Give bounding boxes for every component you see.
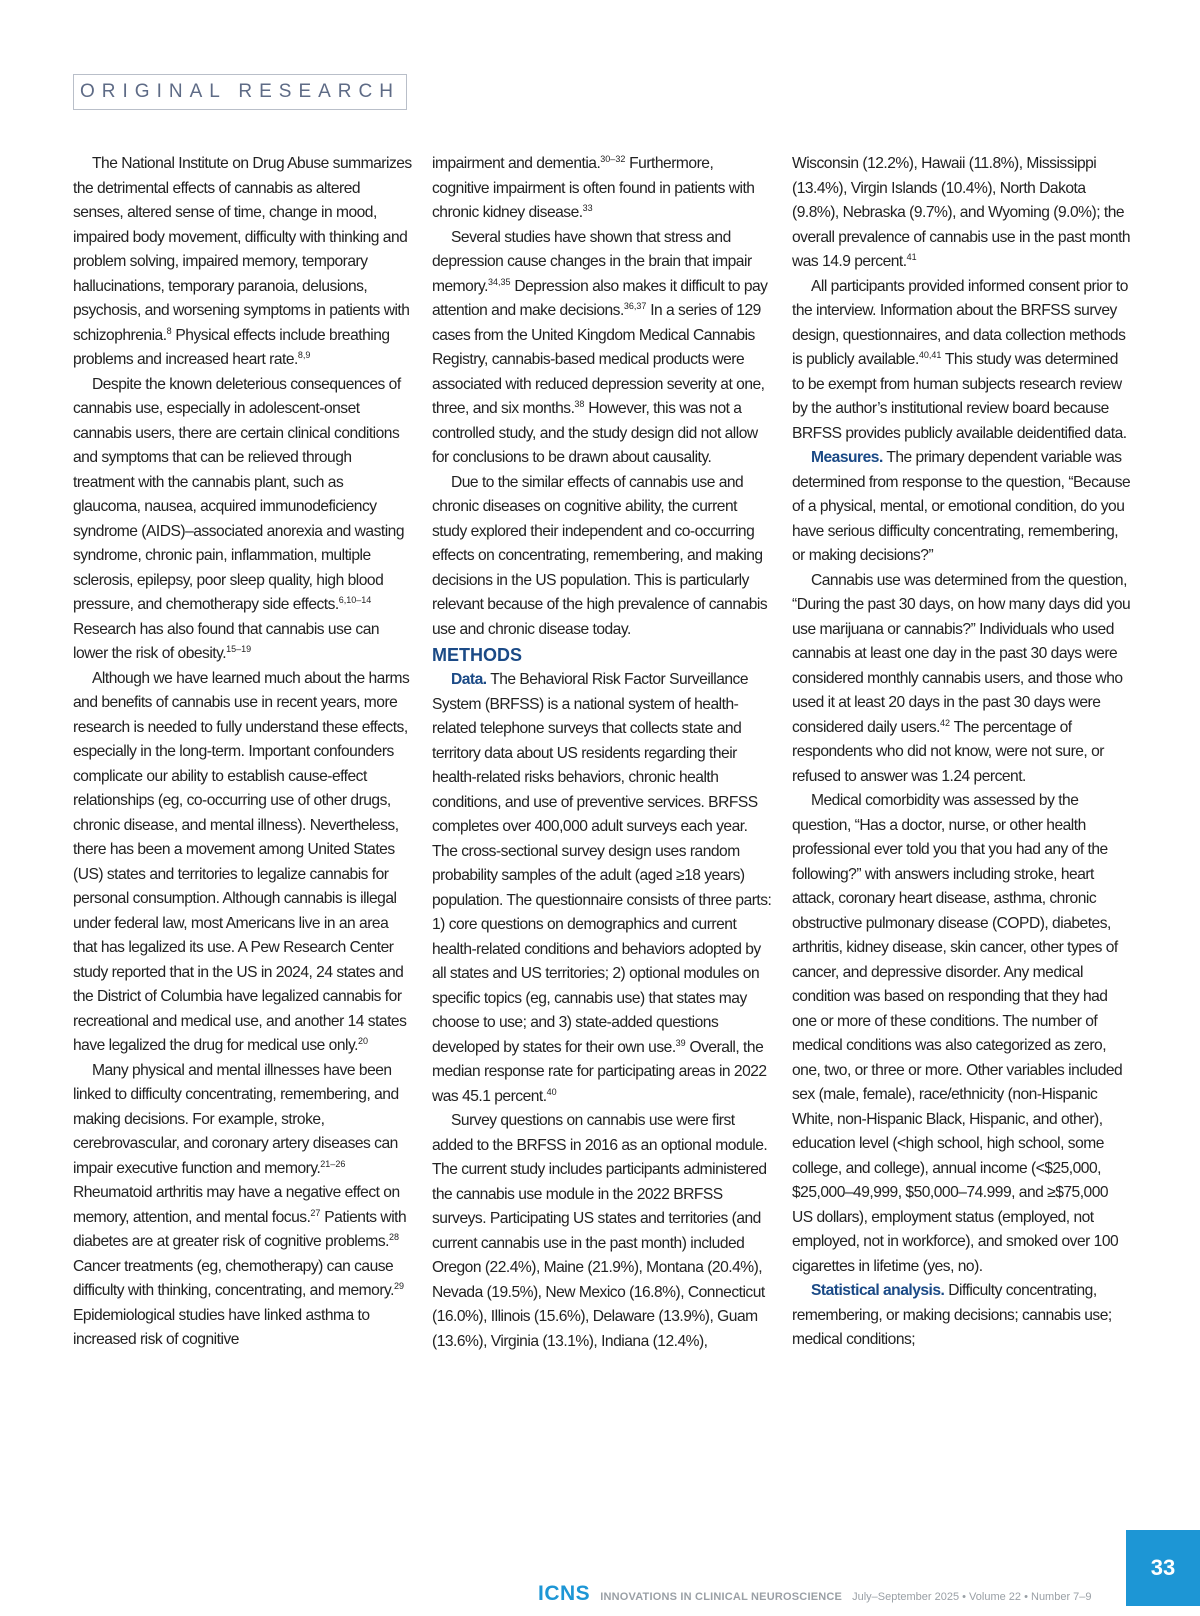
citation: 6,10–14 bbox=[338, 594, 372, 605]
paragraph: Wisconsin (12.2%), Hawaii (11.8%), Mississippi (13.4%), Virgin Islands (10.4%), North Dakota (9.8%), Nebraska (9.7%), and Wyoming (9.0%); the overall prevalence of cannabis use in the past month was 14.9 percent.$^{41}$ bbox=[792, 155, 1131, 270]
citation: 40 bbox=[546, 1086, 557, 1097]
citation: 36,37 bbox=[623, 300, 647, 311]
section-label: ORIGINAL RESEARCH bbox=[73, 74, 407, 110]
run-in-heading: Measures. bbox=[811, 449, 883, 466]
paragraph: All participants provided informed consent prior to the interview. Information about the BRFSS survey design, questionnaires, and data collection methods is publicly available.$^{40,41}$ This study was determined to be exempt from human subjects research review by the author’s institutional review board because BRFSS provides publicly available deidentified data. bbox=[792, 277, 1128, 442]
citation: 8,9 bbox=[297, 349, 311, 360]
paragraph: Many physical and mental illnesses have been linked to difficulty concentrating, remembering, and making decisions. For example, stroke, cerebrovascular, and coronary artery diseases can impair executive function and memory.$^{21-26}$ Rheumatoid arthritis may have a negative effect on memory, attention, and mental focus.$^{27}$ Patients with diabetes are at greater risk of cognitive problems.$^{28}$ Cancer treatments (eg, chemotherapy) can cause difficulty with thinking, concentrating, and memory.$^{29}$ Epidemiological studies have linked asthma to increased risk of cognitive bbox=[73, 1061, 407, 1348]
paragraph: Although we have learned much about the harms and benefits of cannabis use in recent years, more research is needed to fully understand these effects, especially in the long-term. Important confounders complicate our ability to establish cause-effect relationships (eg, co-occurring use of other drugs, chronic disease, and mental illness). Nevertheless, there has been a movement among United States (US) states and territories to legalize cannabis for personal consumption. Although cannabis is illegal under federal law, most Americans live in an area that has legalized its use. A Pew Research Center study reported that in the US in 2024, 24 states and the District of Columbia have legalized cannabis for recreational and medical use, and another 14 states have legalized the drug for medical use only.$^{20}$ bbox=[73, 669, 410, 1054]
citation: 42 bbox=[940, 717, 951, 728]
journal-logo: ICNS bbox=[538, 1582, 591, 1605]
issue-info: July–September 2025 • Volume 22 • Number 7–9 bbox=[852, 1591, 1092, 1603]
citation: 8 bbox=[166, 325, 172, 336]
text-column-3 bbox=[792, 152, 1132, 1353]
citation: 21–26 bbox=[320, 1158, 346, 1169]
page-number: 33 bbox=[1126, 1530, 1200, 1606]
paragraph: Despite the known deleterious consequences of cannabis use, especially in adolescent-onset cannabis users, there are certain clinical conditions and symptoms that can be relieved through treatment with the cannabis plant, such as glaucoma, nausea, acquired immunodeficiency syndrome (AIDS)–associated anorexia and wasting syndrome, chronic pain, inflammation, multiple sclerosis, epilepsy, poor sleep quality, high blood pressure, and chemotherapy side effects.$^{6,10-14}$ Research has also found that cannabis use can lower the risk of obesity.$^{15-19}$ bbox=[73, 375, 405, 662]
paragraph: impairment and dementia.$^{30-32}$ Furthermore, cognitive impairment is often found in patients with chronic kidney disease.$^{33}$ bbox=[432, 153, 755, 221]
paragraph: Due to the similar effects of cannabis use and chronic diseases on cognitive ability, the current study explored their independent and co-occurring effects on concentrating, remembering, and making decisions in the US population. This is particularly relevant because of the high prevalence of cannabis use and chronic disease today. bbox=[432, 473, 768, 638]
paragraph: Data. The Behavioral Risk Factor Surveillance System (BRFSS) is a national system of health-related telephone surveys that collects state and territory data about US residents regarding their health-related risks behaviors, chronic health conditions, and use of preventive services. BRFSS completes over 400,000 adult surveys each year. The cross-sectional survey design uses random probability samples of the adult (aged ≥18 years) population. The questionnaire consists of three parts: 1) core questions on demographics and current health-related conditions and behaviors adopted by all states and US territories; 2) optional modules on specific topics (eg, cannabis use) that states may choose to use; and 3) state-added questions developed by states for their own use.$^{39}$ Overall, the median response rate for participating areas in 2022 was 45.1 percent.$^{40}$ bbox=[432, 671, 772, 1105]
citation: 29 bbox=[393, 1280, 404, 1291]
citation: 38 bbox=[574, 398, 585, 409]
section-heading-methods: METHODS bbox=[432, 645, 522, 665]
citation: 33 bbox=[582, 202, 593, 213]
text-column-1 bbox=[73, 152, 413, 1353]
run-in-heading: Data. bbox=[451, 671, 487, 688]
page-footer bbox=[538, 1582, 1092, 1616]
citation: 15–19 bbox=[226, 643, 252, 654]
citation: 20 bbox=[357, 1035, 368, 1046]
paragraph: Medical comorbidity was assessed by the question, “Has a doctor, nurse, or other health professional ever told you that you had any of the following?” with answers including stroke, heart attack, coronary heart disease, asthma, chronic obstructive pulmonary disease (COPD), diabetes, arthritis, kidney disease, skin cancer, other types of cancer, and depressive disorder. Any medical condition was based on responding that they had one or more of these conditions. The number of medical conditions was also categorized as zero, one, two, or three or more. Other variables included sex (male, female), race/ethnicity (non-Hispanic White, non-Hispanic Black, Hispanic, and other), education level (<high school, high school, some college, and college), annual income (<$25,000, $25,000–49,999, $50,000–74.999, and ≥$75,000 US dollars), employment status (employed, not employed, not in workforce), and smoked over 100 cigarettes in lifetime (yes, no). bbox=[792, 792, 1123, 1275]
citation: 27 bbox=[310, 1207, 321, 1218]
citation: 30–32 bbox=[600, 153, 626, 164]
citation: 40,41 bbox=[918, 349, 942, 360]
paragraph: Measures. The primary dependent variable was determined from response to the question, “Because of a physical, mental, or emotional condition, do you have serious difficulty concentrating, remembering, or making decisions?” bbox=[792, 449, 1131, 564]
citation: 34,35 bbox=[488, 276, 511, 287]
journal-name: INNOVATIONS IN CLINICAL NEUROSCIENCE bbox=[600, 1591, 843, 1603]
paragraph: Cannabis use was determined from the question, “During the past 30 days, on how many days did you use marijuana or cannabis?” Individuals who used cannabis at least one day in the past 30 days were considered monthly cannabis users, and those who used it at least 20 days in the past 30 days were considered daily users.$^{42}$ The percentage of respondents who did not know, were not sure, or refused to answer was 1.24 percent. bbox=[792, 571, 1131, 785]
paragraph: Several studies have shown that stress and depression cause changes in the brain that impair memory.$^{34,35}$ Depression also makes it difficult to pay attention and make decisions.$^{36,37}$ In a series of 129 cases from the United Kingdom Medical Cannabis Registry, cannabis-based medical products were associated with reduced depression severity at one, three, and six months.$^{38}$ However, this was not a controlled study, and the study design did not allow for conclusions to be drawn about causality. bbox=[432, 228, 768, 466]
citation: 41 bbox=[906, 251, 917, 262]
paragraph: The National Institute on Drug Abuse summarizes the detrimental effects of cannabis as altered senses, altered sense of time, change in mood, impaired body movement, difficulty with thinking and problem solving, impaired memory, temporary hallucinations, temporary paranoia, delusions, psychosis, and worsening symptoms in patients with schizophrenia.$^8$ Physical effects include breathing problems and increased heart rate.$^{8,9}$ bbox=[73, 155, 412, 368]
paragraph: Statistical analysis. Difficulty concentrating, remembering, or making decisions; cannabis use; medical conditions; bbox=[792, 1282, 1112, 1348]
paragraph: Survey questions on cannabis use were first added to the BRFSS in 2016 as an optional module. The current study includes participants administered the cannabis use module in the 2022 BRFSS surveys. Participating US states and territories (and current cannabis use in the past month) included Oregon (22.4%), Maine (21.9%), Montana (20.4%), Nevada (19.5%), New Mexico (16.8%), Connecticut (16.0%), Illinois (15.6%), Delaware (13.9%), Guam (13.6%), Virginia (13.1%), Indiana (12.4%), bbox=[432, 1112, 768, 1350]
citation: 28 bbox=[389, 1231, 400, 1242]
text-column-2 bbox=[432, 152, 772, 1354]
citation: 39 bbox=[675, 1037, 686, 1048]
run-in-heading: Statistical analysis. bbox=[811, 1282, 945, 1299]
